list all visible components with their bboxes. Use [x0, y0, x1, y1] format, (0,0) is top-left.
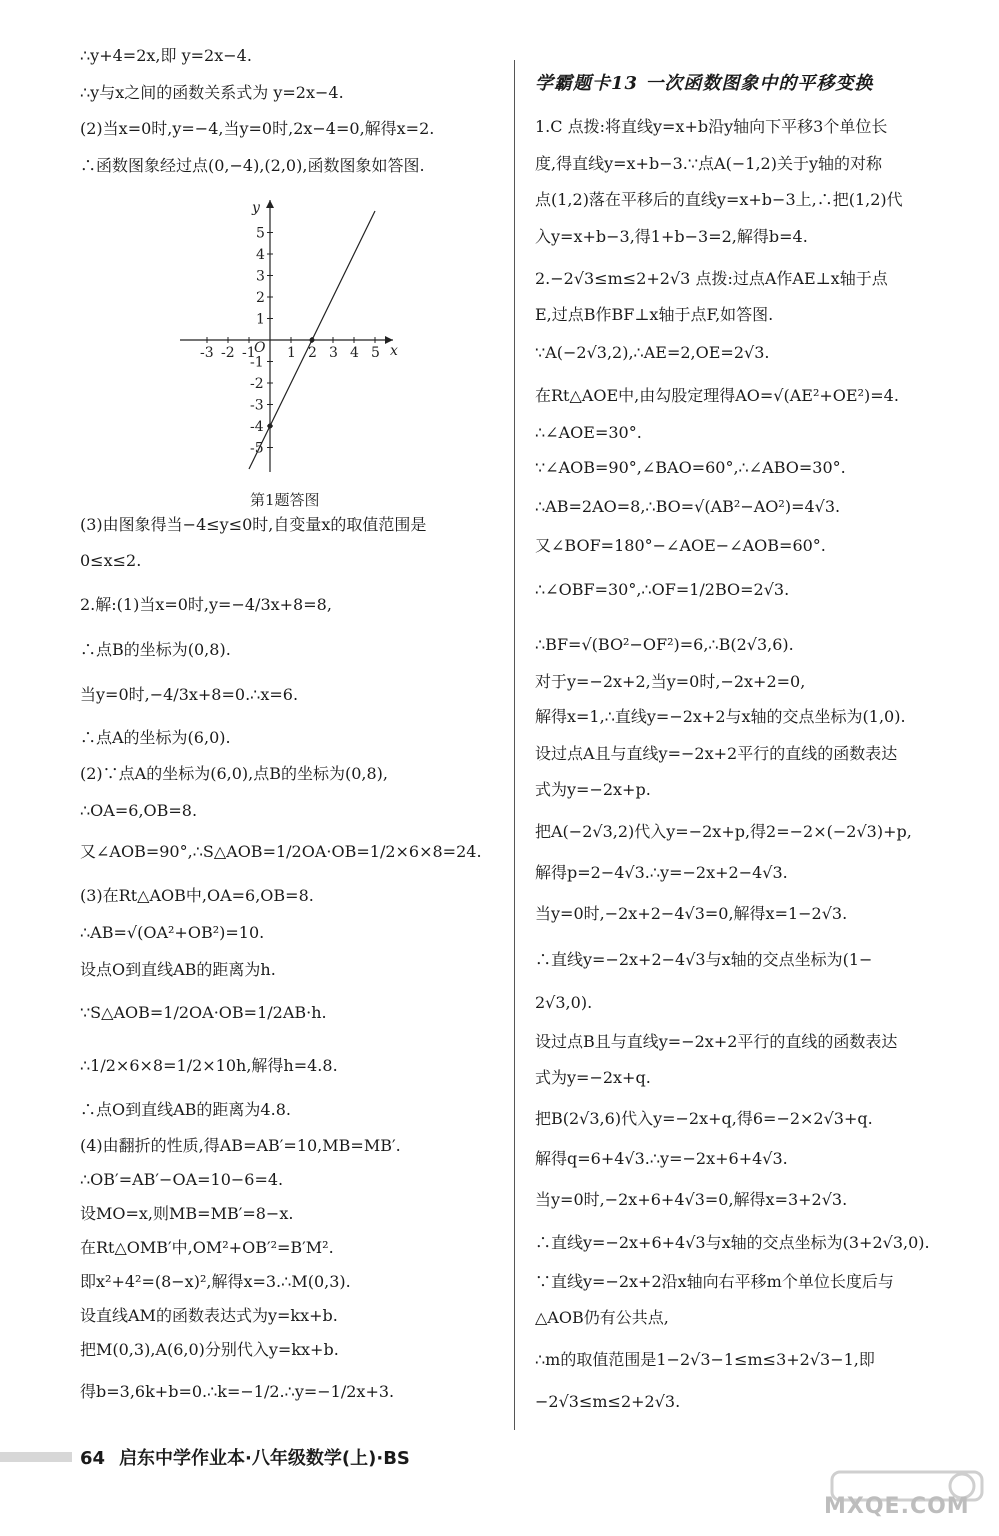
right-line-4: 入y=x+b−3,得1+b−3=2,解得b=4.: [535, 227, 808, 246]
right-line-16: 解得x=1,∴直线y=−2x+2与x轴的交点坐标为(1,0).: [535, 707, 906, 726]
right-line-31: △AOB仍有公共点,: [535, 1308, 669, 1327]
x-tick-label: 2: [308, 345, 317, 361]
right-line-26: 把B(2√3,6)代入y=−2x+q,得6=−2×2√3+q.: [535, 1109, 873, 1128]
watermark-text: MXQE.COM: [824, 1494, 970, 1519]
left-line-19: ∴点O到直线AB的距离为4.8.: [80, 1100, 291, 1119]
x-tick-label: 4: [350, 345, 359, 361]
right-line-21: 当y=0时,−2x+2−4√3=0,解得x=1−2√3.: [535, 904, 848, 923]
y-tick-label: 3: [256, 268, 265, 285]
x-axis-label: x: [390, 343, 398, 359]
right-line-32: ∴m的取值范围是1−2√3−1≤m≤3+2√3−1,即: [535, 1350, 875, 1369]
left-line-25: 设直线AM的函数表达式为y=kx+b.: [80, 1306, 338, 1325]
right-line-28: 当y=0时,−2x+6+4√3=0,解得x=3+2√3.: [535, 1190, 848, 1209]
left-line-11: (2)∵点A的坐标为(6,0),点B的坐标为(0,8),: [80, 764, 389, 783]
answer-figure-graph: [80, 0, 510, 520]
x-tick-label: 5: [371, 345, 380, 361]
right-line-27: 解得q=6+4√3.∴y=−2x+6+4√3.: [535, 1149, 788, 1168]
right-line-12: 又∠BOF=180°−∠AOE−∠AOB=60°.: [535, 536, 826, 555]
left-line-18: ∴1/2×6×8=1/2×10h,解得h=4.8.: [80, 1056, 338, 1075]
y-tick-label: -2: [250, 376, 264, 392]
y-axis-arrow: [266, 200, 274, 208]
x-tick-label: 1: [287, 345, 296, 361]
right-line-18: 式为y=−2x+p.: [535, 780, 651, 799]
intercept-point-y: [268, 424, 273, 429]
right-line-8: 在Rt△AOE中,由勾股定理得AO=√(AE²+OE²)=4.: [535, 386, 899, 405]
left-line-17: ∵S△AOB=1/2OA·OB=1/2AB·h.: [80, 1003, 327, 1022]
x-tick-label: -2: [221, 345, 235, 361]
column-divider: [514, 60, 515, 1430]
y-tick-label: 5: [256, 225, 265, 242]
left-line-22: 设MO=x,则MB=MB′=8−x.: [80, 1204, 294, 1223]
left-line-23: 在Rt△OMB′中,OM²+OB′²=B′M².: [80, 1238, 334, 1257]
section-heading: 学霸题卡13 一次函数图象中的平移变换: [535, 73, 874, 94]
left-line-8: ∴点B的坐标为(0,8).: [80, 640, 231, 659]
left-line-27: 得b=3,6k+b=0.∴k=−1/2.∴y=−1/2x+3.: [80, 1382, 395, 1401]
right-line-24: 设过点B且与直线y=−2x+2平行的直线的函数表达: [535, 1032, 898, 1051]
left-line-13: 又∠AOB=90°,∴S△AOB=1/2OA·OB=1/2×6×8=24.: [80, 842, 482, 861]
right-line-5: 2.−2√3≤m≤2+2√3 点拨:过点A作AE⊥x轴于点: [535, 269, 888, 288]
right-line-9: ∴∠AOE=30°.: [535, 423, 642, 442]
right-line-19: 把A(−2√3,2)代入y=−2x+p,得2=−2×(−2√3)+p,: [535, 822, 912, 841]
left-line-21: ∴OB′=AB′−OA=10−6=4.: [80, 1170, 284, 1189]
intercept-point-x: [310, 338, 315, 343]
left-line-24: 即x²+4²=(8−x)²,解得x=3.∴M(0,3).: [80, 1272, 351, 1291]
left-line-9: 当y=0时,−4/3x+8=0.∴x=6.: [80, 685, 299, 704]
footer-bar: [0, 1452, 72, 1462]
right-line-25: 式为y=−2x+q.: [535, 1068, 651, 1087]
origin-label: O: [254, 340, 266, 356]
left-line-1: ∴y+4=2x,即 y=2x−4.: [80, 46, 252, 65]
right-line-1: 1.C 点拨:将直线y=x+b沿y轴向下平移3个单位长: [535, 117, 888, 136]
y-tick-label: 1: [256, 311, 265, 328]
y-tick-label: -5: [250, 440, 264, 457]
left-line-12: ∴OA=6,OB=8.: [80, 801, 198, 820]
right-line-14: ∴BF=√(BO²−OF²)=6,∴B(2√3,6).: [535, 635, 794, 654]
right-line-22: ∴直线y=−2x+2−4√3与x轴的交点坐标为(1−: [535, 950, 873, 969]
right-line-2: 度,得直线y=x+b−3.∵点A(−1,2)关于y轴的对称: [535, 154, 882, 173]
right-line-30: ∵直线y=−2x+2沿x轴向右平移m个单位长度后与: [535, 1272, 894, 1291]
left-line-7: 2.解:(1)当x=0时,y=−4/3x+8=8,: [80, 595, 332, 614]
left-line-20: (4)由翻折的性质,得AB=AB′=10,MB=MB′.: [80, 1136, 401, 1155]
left-line-3: (2)当x=0时,y=−4,当y=0时,2x−4=0,解得x=2.: [80, 119, 435, 138]
right-line-17: 设过点A且与直线y=−2x+2平行的直线的函数表达: [535, 744, 898, 763]
page-footer: [80, 1444, 410, 1470]
right-line-23: 2√3,0).: [535, 993, 593, 1012]
x-tick-label: 3: [329, 345, 338, 361]
right-line-11: ∴AB=2AO=8,∴BO=√(AB²−AO²)=4√3.: [535, 497, 841, 516]
right-line-3: 点(1,2)落在平移后的直线y=x+b−3上,∴把(1,2)代: [535, 190, 903, 209]
left-line-4: ∴函数图象经过点(0,−4),(2,0),函数图象如答图.: [80, 156, 425, 175]
y-tick-label: 2: [256, 290, 265, 306]
y-tick-label: -3: [250, 397, 264, 414]
right-line-7: ∵A(−2√3,2),∴AE=2,OE=2√3.: [535, 343, 770, 362]
left-line-10: ∴点A的坐标为(6,0).: [80, 728, 231, 747]
book-title: 启东中学作业本·八年级数学(上)·BS: [119, 1448, 410, 1469]
right-line-33: −2√3≤m≤2+2√3.: [535, 1392, 681, 1411]
y-tick-label: -4: [250, 419, 264, 435]
right-line-15: 对于y=−2x+2,当y=0时,−2x+2=0,: [535, 672, 806, 691]
right-line-6: E,过点B作BF⊥x轴于点F,如答图.: [535, 305, 774, 324]
left-line-14: (3)在Rt△AOB中,OA=6,OB=8.: [80, 886, 314, 905]
right-line-29: ∴直线y=−2x+6+4√3与x轴的交点坐标为(3+2√3,0).: [535, 1233, 930, 1252]
y-tick-label: 4: [256, 247, 265, 263]
y-tick-label: -1: [250, 354, 264, 371]
right-line-10: ∵∠AOB=90°,∠BAO=60°,∴∠ABO=30°.: [535, 458, 846, 477]
left-line-2: ∴y与x之间的函数关系式为 y=2x−4.: [80, 83, 344, 102]
right-line-20: 解得p=2−4√3.∴y=−2x+2−4√3.: [535, 863, 788, 882]
left-line-26: 把M(0,3),A(6,0)分别代入y=kx+b.: [80, 1340, 339, 1359]
left-line-5: (3)由图象得当−4≤y≤0时,自变量x的取值范围是: [80, 515, 427, 534]
left-line-15: ∴AB=√(OA²+OB²)=10.: [80, 923, 265, 942]
y-axis-label: y: [252, 200, 260, 216]
x-tick-label: -3: [200, 345, 214, 361]
figure-caption: 第1题答图: [250, 491, 320, 509]
left-line-16: 设点O到直线AB的距离为h.: [80, 960, 276, 979]
x-tick-label: -1: [242, 345, 256, 361]
page-number: 64: [80, 1448, 106, 1469]
left-line-6: 0≤x≤2.: [80, 551, 142, 570]
right-line-13: ∴∠OBF=30°,∴OF=1/2BO=2√3.: [535, 580, 790, 599]
